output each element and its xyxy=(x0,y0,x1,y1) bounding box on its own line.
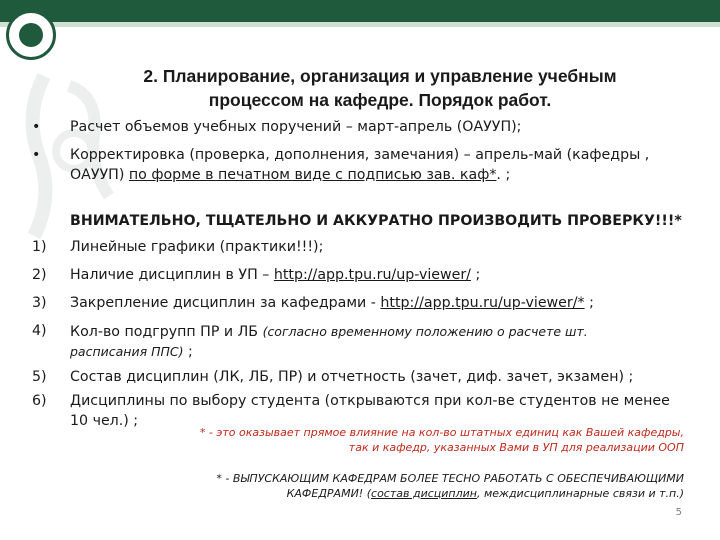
university-emblem-icon xyxy=(6,10,56,60)
slide-title xyxy=(60,64,700,112)
title-line-1: 2. Планирование, организация и управление учебным xyxy=(143,66,617,86)
header-stripe xyxy=(0,22,720,27)
up-viewer-link[interactable]: http://app.tpu.ru/up-viewer/* xyxy=(380,295,585,311)
footnote-red: * - это оказывает прямое влияние на кол-во штатных единиц как Вашей кафедры, так и кафедр, указанных Вами в УП для реализации ООП xyxy=(199,426,684,454)
bullet-marker: • xyxy=(32,119,41,135)
title-line-2: процессом на кафедре. Порядок работ. xyxy=(208,90,552,110)
bullet-marker: • xyxy=(32,147,41,163)
up-viewer-link[interactable]: http://app.tpu.ru/up-viewer/ xyxy=(273,267,471,283)
form-requirement: по форме в печатном виде с подписью зав. каф* xyxy=(128,167,497,183)
bullet-text: Расчет объемов учебных поручений – март-апрель (ОАУУП); xyxy=(70,119,522,135)
bullet-text: Корректировка (проверка, дополнения, замечания) – апрель-май (кафедры , xyxy=(70,147,650,163)
footnote-black: * - ВЫПУСКАЮЩИМ КАФЕДРАМ БОЛЕЕ ТЕСНО РАБОТАТЬ С ОБЕСПЕЧИВАЮЩИМИ КАФЕДРАМИ! (состав дисциплин, междисциплинарные связи и т.п.) xyxy=(216,472,684,500)
header-bar xyxy=(0,0,720,22)
page-number: 5 xyxy=(675,507,682,518)
